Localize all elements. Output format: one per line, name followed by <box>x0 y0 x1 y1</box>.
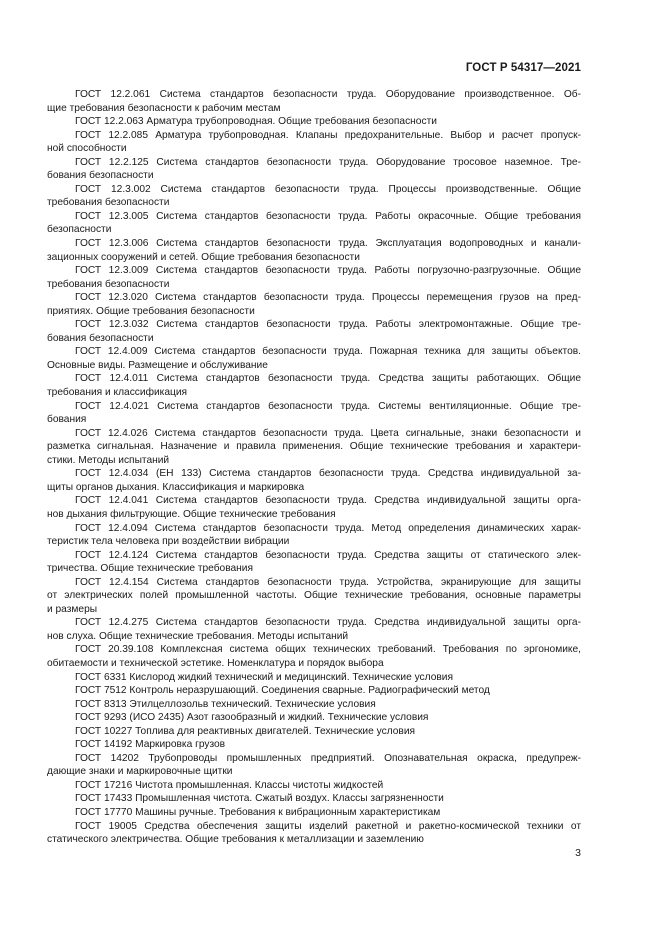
reference-line: тричества. Общие технические требования <box>47 563 254 575</box>
reference-line: ГОСТ 17770 Машины ручные. Требования к вибрационным характеристикам <box>75 806 441 818</box>
reference-line: ГОСТ 12.4.021 Система стандартов безопасности труда. Системы вентиляционные. Общие тре- <box>75 400 581 412</box>
reference-line: нов слуха. Общие технические требования. Методы испытаний <box>47 630 349 642</box>
reference-line: и размеры <box>47 603 98 615</box>
reference-entry <box>47 792 581 806</box>
reference-line: щие требования безопасности к рабочим местам <box>47 102 281 114</box>
reference-line: обитаемости и технической эстетике. Номенклатура и порядок выбора <box>47 657 384 669</box>
reference-line: теристик тела человека при воздействии вибрации <box>47 536 290 548</box>
reference-entry <box>47 400 581 427</box>
reference-entry <box>47 372 581 399</box>
reference-line: ГОСТ 12.4.026 Система стандартов безопасности труда. Цвета сигнальные, знаки безопасности и <box>75 427 581 439</box>
reference-entry <box>47 806 581 820</box>
reference-entry <box>47 684 581 698</box>
reference-entry <box>47 725 581 739</box>
reference-entry <box>47 576 581 617</box>
reference-entry <box>47 427 581 468</box>
reference-line: ГОСТ 12.3.005 Система стандартов безопасности труда. Работы окрасочные. Общие требования <box>75 210 581 222</box>
reference-entry <box>47 549 581 576</box>
reference-line: нов дыхания фильтрующие. Общие технические требования <box>47 508 336 520</box>
reference-line: ГОСТ 12.4.041 Система стандартов безопасности труда. Средства индивидуальной защиты орга- <box>75 495 581 507</box>
reference-line: ГОСТ 20.39.108 Комплексная система общих технических требований. Требования по эргономике, <box>75 644 581 656</box>
reference-entry <box>47 210 581 237</box>
page-number: 3 <box>575 847 581 859</box>
reference-entry <box>47 616 581 643</box>
reference-line: ГОСТ 12.3.002 Система стандартов безопасности труда. Процессы производственные. Общие <box>75 183 581 195</box>
reference-line: ГОСТ 12.2.061 Система стандартов безопасности труда. Оборудование производственное. Об- <box>75 89 581 100</box>
reference-line: бования безопасности <box>47 170 154 182</box>
reference-line: ГОСТ 14192 Маркировка грузов <box>75 739 226 751</box>
reference-line: щиты органов дыхания. Классификация и маркировка <box>47 481 305 493</box>
reference-entry <box>47 522 581 549</box>
reference-line: ГОСТ 12.4.124 Система стандартов безопасности труда. Средства защиты от статического элек- <box>75 549 581 561</box>
normative-references-list <box>47 88 581 847</box>
reference-line: ГОСТ 8313 Этилцеллозольв технический. Технические условия <box>75 698 376 710</box>
reference-line: бования безопасности <box>47 332 154 344</box>
reference-line: ГОСТ 14202 Трубопроводы промышленных предприятий. Опознавательная окраска, предупреж- <box>75 752 581 764</box>
reference-line: ной способности <box>47 143 127 155</box>
reference-line: ГОСТ 12.4.094 Система стандартов безопасности труда. Метод определения динамических харак- <box>75 522 581 534</box>
reference-entry <box>47 318 581 345</box>
reference-line: ГОСТ 12.3.006 Система стандартов безопасности труда. Эксплуатация водопроводных и канали- <box>75 238 581 250</box>
reference-entry <box>47 183 581 210</box>
reference-entry <box>47 264 581 291</box>
reference-line: ГОСТ 12.2.125 Система стандартов безопасности труда. Оборудование тросовое наземное. Тре- <box>75 156 581 168</box>
reference-line: ГОСТ 12.2.063 Арматура трубопроводная. Общие требования безопасности <box>75 116 437 128</box>
reference-entry <box>47 698 581 712</box>
reference-line: требования безопасности <box>47 278 170 290</box>
reference-entry <box>47 671 581 685</box>
reference-entry <box>47 711 581 725</box>
reference-entry <box>47 820 581 847</box>
reference-line: ГОСТ 12.4.154 Система стандартов безопасности труда. Устройства, экранирующие для защиты <box>75 576 581 588</box>
reference-line: ГОСТ 12.3.032 Система стандартов безопасности труда. Работы электромонтажные. Общие тре- <box>75 319 581 331</box>
reference-line: зационных сооружений и сетей. Общие требования безопасности <box>47 251 360 263</box>
reference-line: разметка сигнальная. Назначение и правила применения. Общие технические требования и характери- <box>47 441 581 453</box>
reference-entry <box>47 129 581 156</box>
reference-entry <box>47 643 581 670</box>
reference-entry <box>47 291 581 318</box>
reference-line: бования <box>47 414 87 426</box>
reference-line: ГОСТ 12.3.009 Система стандартов безопасности труда. Работы погрузочно-разгрузочные. Общие <box>75 265 581 277</box>
reference-entry <box>47 467 581 494</box>
reference-line: ГОСТ 6331 Кислород жидкий технический и медицинский. Технические условия <box>75 671 453 683</box>
reference-entry <box>47 156 581 183</box>
reference-line: статического электричества. Общие требования к металлизации и заземлению <box>47 834 424 846</box>
reference-line: ГОСТ 12.4.275 Система стандартов безопасности труда. Средства индивидуальной защиты орга- <box>75 617 581 629</box>
reference-entry <box>47 115 581 129</box>
reference-line: требования безопасности <box>47 197 170 209</box>
reference-line: ГОСТ 12.4.011 Система стандартов безопасности труда. Средства защиты работающих. Общие <box>75 373 581 385</box>
reference-entry <box>47 779 581 793</box>
document-code-header: ГОСТ Р 54317—2021 <box>465 62 581 74</box>
reference-line: ГОСТ 17216 Чистота промышленная. Классы чистоты жидкостей <box>75 779 384 791</box>
reference-line: ГОСТ 9293 (ИСО 2435) Азот газообразный и жидкий. Технические условия <box>75 712 429 724</box>
reference-line: ГОСТ 12.3.020 Система стандартов безопасности труда. Процессы перемещения грузов на пред- <box>75 292 581 304</box>
reference-line: требования и классификация <box>47 387 188 399</box>
reference-line: Основные виды. Размещение и обслуживание <box>47 359 268 371</box>
reference-line: ГОСТ 19005 Средства обеспечения защиты изделий ракетной и ракетно-космической техники от <box>75 820 581 832</box>
reference-entry <box>47 738 581 752</box>
reference-entry <box>47 237 581 264</box>
reference-line: ГОСТ 10227 Топлива для реактивных двигателей. Технические условия <box>75 725 416 737</box>
reference-line: ГОСТ 17433 Промышленная чистота. Сжатый воздух. Классы загрязненности <box>75 793 444 805</box>
reference-line: ГОСТ 12.2.085 Арматура трубопроводная. Клапаны предохранительные. Выбор и расчет пропуск- <box>75 129 581 141</box>
reference-line: ГОСТ 7512 Контроль неразрушающий. Соединения сварные. Радиографический метод <box>75 685 490 697</box>
reference-line: ГОСТ 12.4.034 (ЕН 133) Система стандартов безопасности труда. Средства индивидуальной за- <box>75 468 581 480</box>
reference-line: приятиях. Общие требования безопасности <box>47 305 255 317</box>
reference-entry <box>47 345 581 372</box>
reference-entry <box>47 752 581 779</box>
reference-line: ГОСТ 12.4.009 Система стандартов безопасности труда. Пожарная техника для защиты объектов. <box>75 346 581 358</box>
reference-line: стики. Методы испытаний <box>47 454 170 466</box>
reference-entry <box>47 88 581 115</box>
reference-line: от электрических полей промышленной частоты. Общие технические требования, основные параметры <box>47 590 581 602</box>
reference-line: безопасности <box>47 224 112 236</box>
reference-entry <box>47 494 581 521</box>
reference-line: дающие знаки и маркировочные щитки <box>47 766 233 778</box>
